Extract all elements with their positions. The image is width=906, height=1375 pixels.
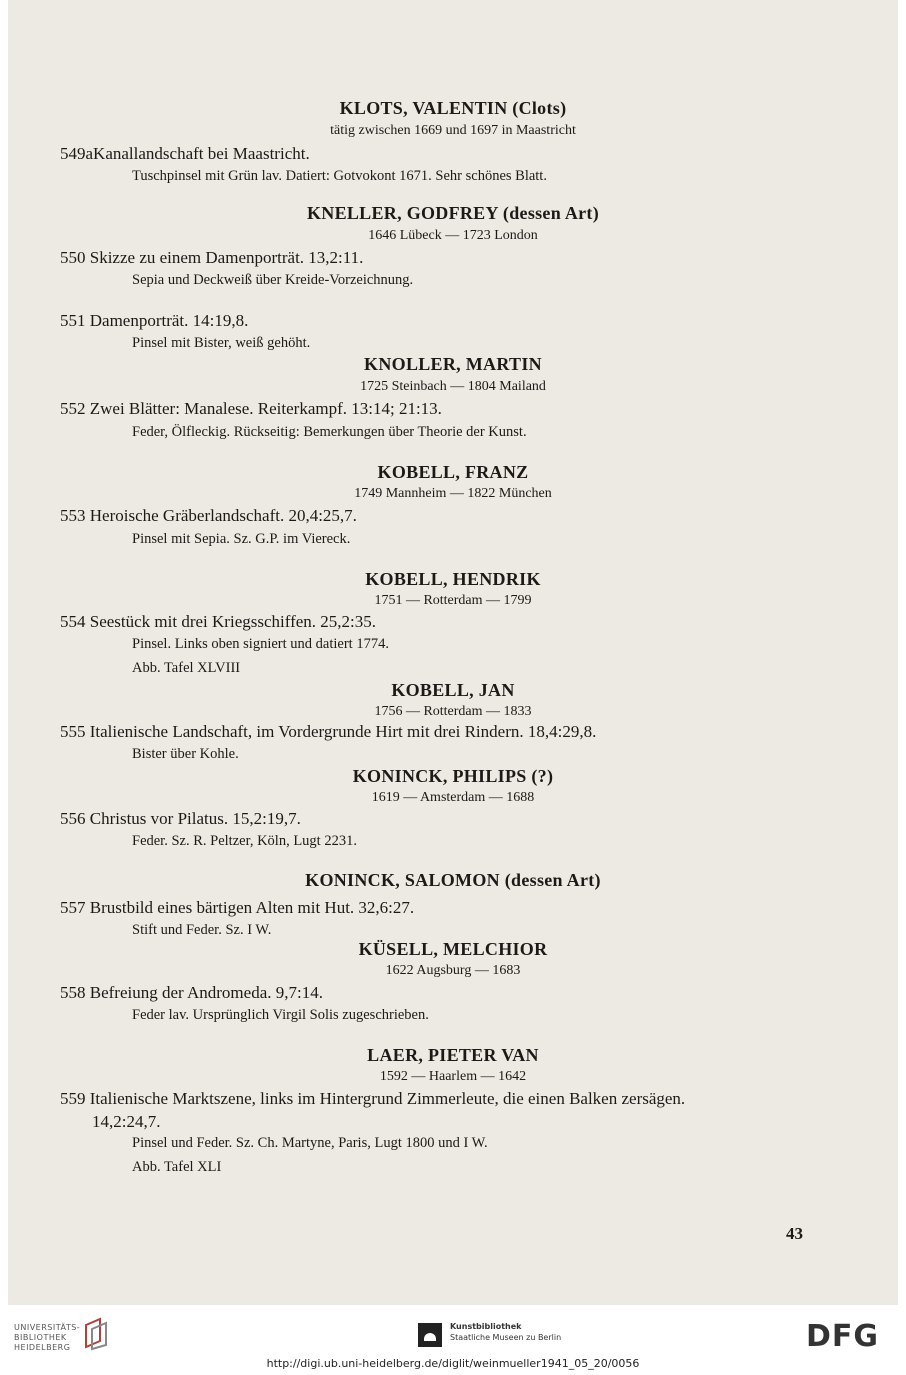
source-url[interactable]: http://digi.ub.uni-heidelberg.de/diglit/weinmueller1941_05_20/0056: [266, 1357, 640, 1370]
artist-dates: 1592 — Haarlem — 1642: [379, 1069, 527, 1084]
item-number: 549a: [60, 144, 94, 163]
catalog-item: [60, 983, 323, 1003]
university-library-logo: [82, 1317, 108, 1351]
item-title: Seestück mit drei Kriegsschiffen. 25,2:35.: [89, 612, 377, 631]
item-number: 556: [60, 809, 86, 828]
item-title-continued: 14,2:24,7.: [92, 1112, 161, 1131]
item-number: 558: [60, 983, 86, 1002]
item-description: Pinsel und Feder. Sz. Ch. Martyne, Paris, Lugt 1800 und I W.: [132, 1135, 488, 1151]
kunstbibliothek-label: [450, 1321, 561, 1343]
dfg-logo: DFG: [806, 1319, 880, 1354]
item-number: 553: [60, 506, 86, 525]
kb-subtitle: Staatliche Museen zu Berlin: [450, 1333, 562, 1342]
artist-heading: KONINCK, SALOMON (dessen Art): [305, 870, 601, 890]
item-title: Heroische Gräberlandschaft. 20,4:25,7.: [89, 506, 357, 525]
artist-dates: 1619 — Amsterdam — 1688: [371, 790, 535, 805]
item-number: 552: [60, 399, 86, 418]
catalog-item: [60, 506, 357, 526]
artist-heading: KÜSELL, MELCHIOR: [358, 939, 548, 959]
item-title: Befreiung der Andromeda. 9,7:14.: [89, 983, 323, 1002]
plate-reference: Abb. Tafel XLI: [132, 1159, 222, 1175]
item-title: Christus vor Pilatus. 15,2:19,7.: [89, 809, 301, 828]
viewer-footer: [0, 1305, 906, 1375]
item-description: Bister über Kohle.: [132, 746, 239, 762]
item-description: Pinsel. Links oben signiert und datiert 1774.: [132, 636, 389, 652]
item-description: Feder. Sz. R. Peltzer, Köln, Lugt 2231.: [132, 833, 357, 849]
item-description: Feder lav. Ursprünglich Virgil Solis zugeschrieben.: [132, 1007, 429, 1023]
catalog-item: [60, 1089, 685, 1109]
catalog-item: [60, 722, 596, 742]
item-description: Feder, Ölfleckig. Rückseitig: Bemerkungen über Theorie der Kunst.: [132, 424, 527, 440]
artist-dates: 1725 Steinbach — 1804 Mailand: [360, 379, 546, 394]
item-number: 555: [60, 722, 86, 741]
catalog-item: [60, 399, 442, 419]
artist-dates: 1646 Lübeck — 1723 London: [368, 228, 538, 243]
artist-heading: KOBELL, HENDRIK: [365, 569, 541, 589]
item-number: 554: [60, 612, 86, 631]
catalog-item: [60, 311, 248, 331]
catalog-item: [60, 612, 376, 632]
university-library-label: [14, 1323, 80, 1353]
item-title: Skizze zu einem Damenporträt. 13,2:11.: [89, 248, 364, 267]
item-number: 551: [60, 311, 86, 330]
artist-heading: KLOTS, VALENTIN (Clots): [339, 98, 567, 118]
artist-dates: 1749 Mannheim — 1822 München: [354, 486, 552, 501]
plate-reference: Abb. Tafel XLVIII: [132, 660, 241, 676]
item-number: 559: [60, 1089, 86, 1108]
library-line: HEIDELBERG: [14, 1343, 71, 1352]
item-description: Sepia und Deckweiß über Kreide-Vorzeichnung.: [132, 272, 414, 288]
artist-heading: KNOLLER, MARTIN: [364, 354, 542, 374]
catalog-item: [60, 144, 310, 164]
artist-dates: tätig zwischen 1669 und 1697 in Maastricht: [330, 123, 576, 138]
page-number: 43: [786, 1224, 803, 1243]
library-line: UNIVERSITÄTS-: [14, 1323, 81, 1332]
artist-heading: LAER, PIETER VAN: [367, 1045, 539, 1065]
item-description: Pinsel mit Sepia. Sz. G.P. im Viereck.: [132, 531, 351, 547]
item-number: 550: [60, 248, 86, 267]
item-title: Italienische Marktszene, links im Hintergrund Zimmerleute, die einen Balken zersägen.: [89, 1089, 686, 1108]
item-title: Brustbild eines bärtigen Alten mit Hut. 32,6:27.: [89, 898, 415, 917]
item-description: Tuschpinsel mit Grün lav. Datiert: Gotvokont 1671. Sehr schönes Blatt.: [132, 168, 547, 184]
item-title: Italienische Landschaft, im Vordergrunde Hirt mit drei Rindern. 18,4:29,8.: [89, 722, 597, 741]
artist-heading: KNELLER, GODFREY (dessen Art): [306, 203, 600, 223]
catalog-content: [8, 0, 898, 1305]
item-description: Stift und Feder. Sz. I W.: [132, 922, 272, 938]
kb-name: Kunstbibliothek: [450, 1322, 522, 1331]
item-number: 557: [60, 898, 86, 917]
catalog-item: [60, 809, 301, 829]
catalog-item: [60, 248, 363, 268]
item-title: Kanallandschaft bei Maastricht.: [93, 144, 310, 163]
artist-heading: KONINCK, PHILIPS (?): [352, 766, 554, 786]
artist-heading: KOBELL, JAN: [391, 680, 515, 700]
artist-dates: 1622 Augsburg — 1683: [385, 963, 521, 978]
item-title: Damenporträt. 14:19,8.: [89, 311, 249, 330]
scanned-page: [8, 0, 898, 1305]
artist-dates: 1756 — Rotterdam — 1833: [374, 704, 532, 719]
artist-dates: 1751 — Rotterdam — 1799: [374, 593, 532, 608]
item-title: Zwei Blätter: Manalese. Reiterkampf. 13:14; 21:13.: [89, 399, 442, 418]
catalog-item: [60, 898, 414, 918]
item-description: Pinsel mit Bister, weiß gehöht.: [132, 335, 311, 351]
library-line: BIBLIOTHEK: [14, 1333, 67, 1342]
kunstbibliothek-logo: [418, 1323, 442, 1347]
artist-heading: KOBELL, FRANZ: [377, 462, 529, 482]
